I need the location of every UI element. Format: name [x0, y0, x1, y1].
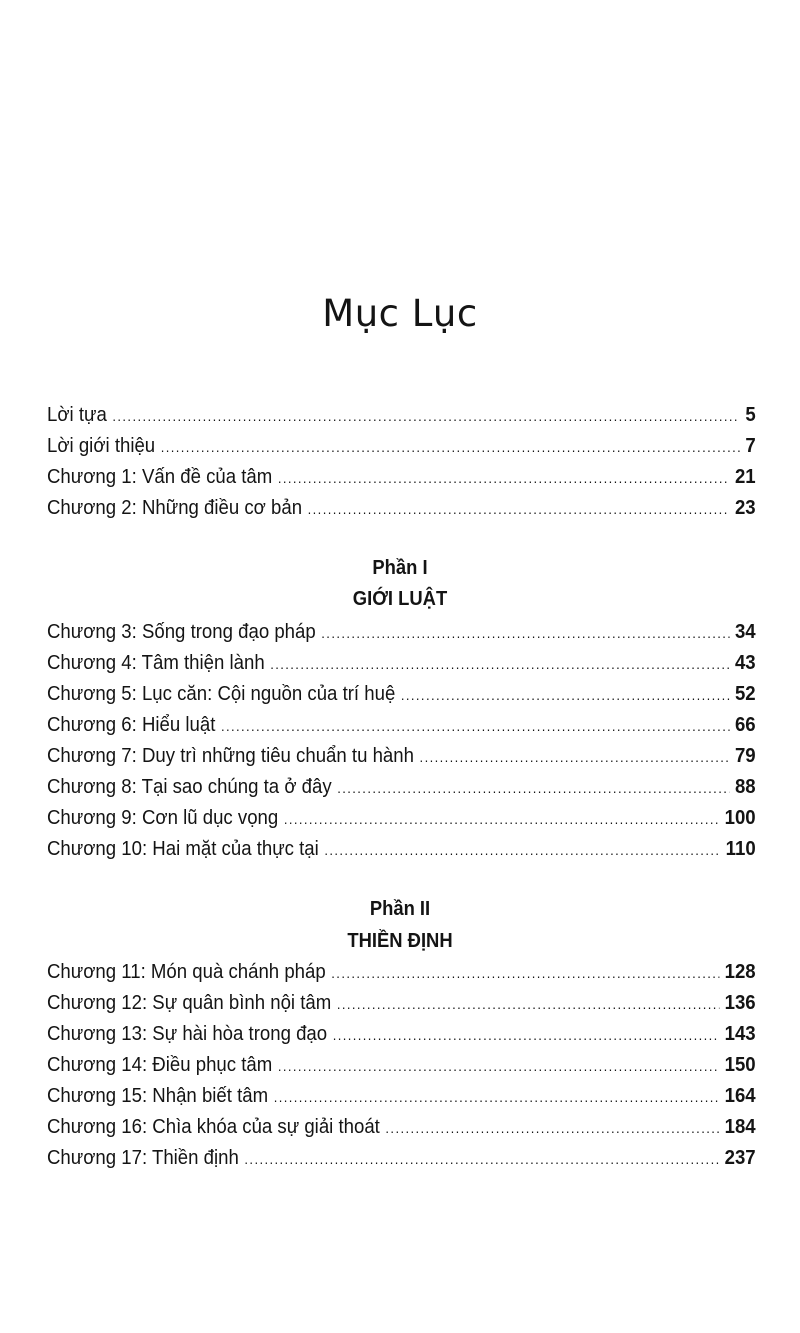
toc-entry: [47, 1050, 756, 1081]
toc-entry-label: Chương 11: Món quà chánh pháp: [47, 961, 326, 983]
toc-leader-dots: [324, 835, 720, 866]
toc-entry-page: 21: [734, 466, 756, 488]
toc-leader-dots: [161, 432, 740, 463]
toc-leader-dots: [331, 958, 719, 989]
toc-entry: [47, 772, 756, 803]
toc-entry-page: 237: [724, 1147, 756, 1169]
toc-entry-page: 143: [724, 1023, 756, 1045]
toc-entry-label: Chương 3: Sống trong đạo pháp: [47, 621, 316, 643]
toc-leader-dots: [337, 989, 719, 1020]
toc-entry-label: Lời tựa: [47, 404, 107, 426]
toc-entry-label: Chương 14: Điều phục tâm: [47, 1054, 273, 1076]
toc-entry: [47, 431, 756, 462]
toc-entry: [47, 648, 756, 679]
toc-leader-dots: [333, 1020, 719, 1051]
toc-leader-dots: [308, 494, 730, 525]
part-heading: Phần I: [372, 557, 428, 579]
toc-entry-label: Chương 16: Chìa khóa của sự giải thoát: [47, 1116, 380, 1138]
page-title: Mục Lục: [322, 292, 478, 335]
toc-entry-label: Chương 5: Lục căn: Cội nguồn của trí huệ: [47, 683, 396, 705]
toc-entry: [47, 741, 756, 772]
toc-entry-page: 100: [724, 807, 756, 829]
toc-entry-label: Chương 13: Sự hài hòa trong đạo: [47, 1023, 328, 1045]
toc-entry-page: 34: [734, 621, 756, 643]
toc-entry-label: Chương 6: Hiểu luật: [47, 714, 216, 736]
toc-entry: [47, 617, 756, 648]
toc-entry: [47, 1143, 756, 1174]
toc-entry: [47, 462, 756, 493]
toc-leader-dots: [278, 463, 730, 494]
toc-entry-label: Chương 2: Những điều cơ bản: [47, 497, 303, 519]
toc-leader-dots: [337, 773, 729, 804]
toc-entry: [47, 834, 756, 865]
toc-leader-dots: [112, 401, 739, 432]
toc-leader-dots: [274, 1082, 719, 1113]
toc-entry: [47, 957, 756, 988]
toc-entry: [47, 988, 756, 1019]
toc-entry-label: Chương 15: Nhận biết tâm: [47, 1085, 269, 1107]
toc-entry-page: 150: [724, 1054, 756, 1076]
toc-entry-page: 5: [745, 404, 756, 426]
toc-entry-page: 164: [724, 1085, 756, 1107]
toc-entry: [47, 679, 756, 710]
toc-entry: [47, 803, 756, 834]
toc-entry-label: Chương 10: Hai mặt của thực tại: [47, 838, 319, 860]
toc-entry-page: 79: [734, 745, 756, 767]
toc-entry-page: 128: [724, 961, 756, 983]
toc-entry: [47, 710, 756, 741]
part-subheading: GIỚI LUẬT: [352, 588, 448, 610]
toc-entry-page: 66: [734, 714, 756, 736]
toc-entry: [47, 1019, 756, 1050]
toc-entry-label: Chương 7: Duy trì những tiêu chuẩn tu hành: [47, 745, 414, 767]
toc-entry-label: Chương 9: Cơn lũ dục vọng: [47, 807, 279, 829]
toc-entry: [47, 400, 756, 431]
toc-leader-dots: [401, 680, 730, 711]
toc-entry-page: 88: [734, 776, 756, 798]
toc-leader-dots: [420, 742, 730, 773]
part-heading: Phần II: [369, 898, 431, 920]
part-subheading: THIỀN ĐỊNH: [347, 930, 453, 952]
toc-entry-label: Chương 17: Thiền định: [47, 1147, 239, 1169]
toc-leader-dots: [284, 804, 719, 835]
toc-entry-page: 43: [734, 652, 756, 674]
toc-entry-page: 7: [745, 435, 756, 457]
toc-entry-label: Chương 4: Tâm thiện lành: [47, 652, 265, 674]
toc-entry-page: 136: [724, 992, 756, 1014]
toc-entry-label: Chương 12: Sự quân bình nội tâm: [47, 992, 332, 1014]
toc-leader-dots: [221, 711, 729, 742]
toc-entry-page: 184: [724, 1116, 756, 1138]
toc-entry-page: 110: [725, 838, 756, 860]
toc-leader-dots: [321, 618, 729, 649]
toc-entry-page: 23: [734, 497, 756, 519]
toc-entry: [47, 1081, 756, 1112]
toc-entry: [47, 493, 756, 524]
toc-leader-dots: [270, 649, 729, 680]
toc-entry: [47, 1112, 756, 1143]
toc-leader-dots: [278, 1051, 719, 1082]
toc-leader-dots: [244, 1144, 719, 1175]
toc-entry-label: Chương 1: Vấn đề của tâm: [47, 466, 273, 488]
toc-entry-label: Lời giới thiệu: [47, 435, 156, 457]
toc-entry-label: Chương 8: Tại sao chúng ta ở đây: [47, 776, 332, 798]
toc-entry-page: 52: [734, 683, 756, 705]
toc-leader-dots: [385, 1113, 719, 1144]
